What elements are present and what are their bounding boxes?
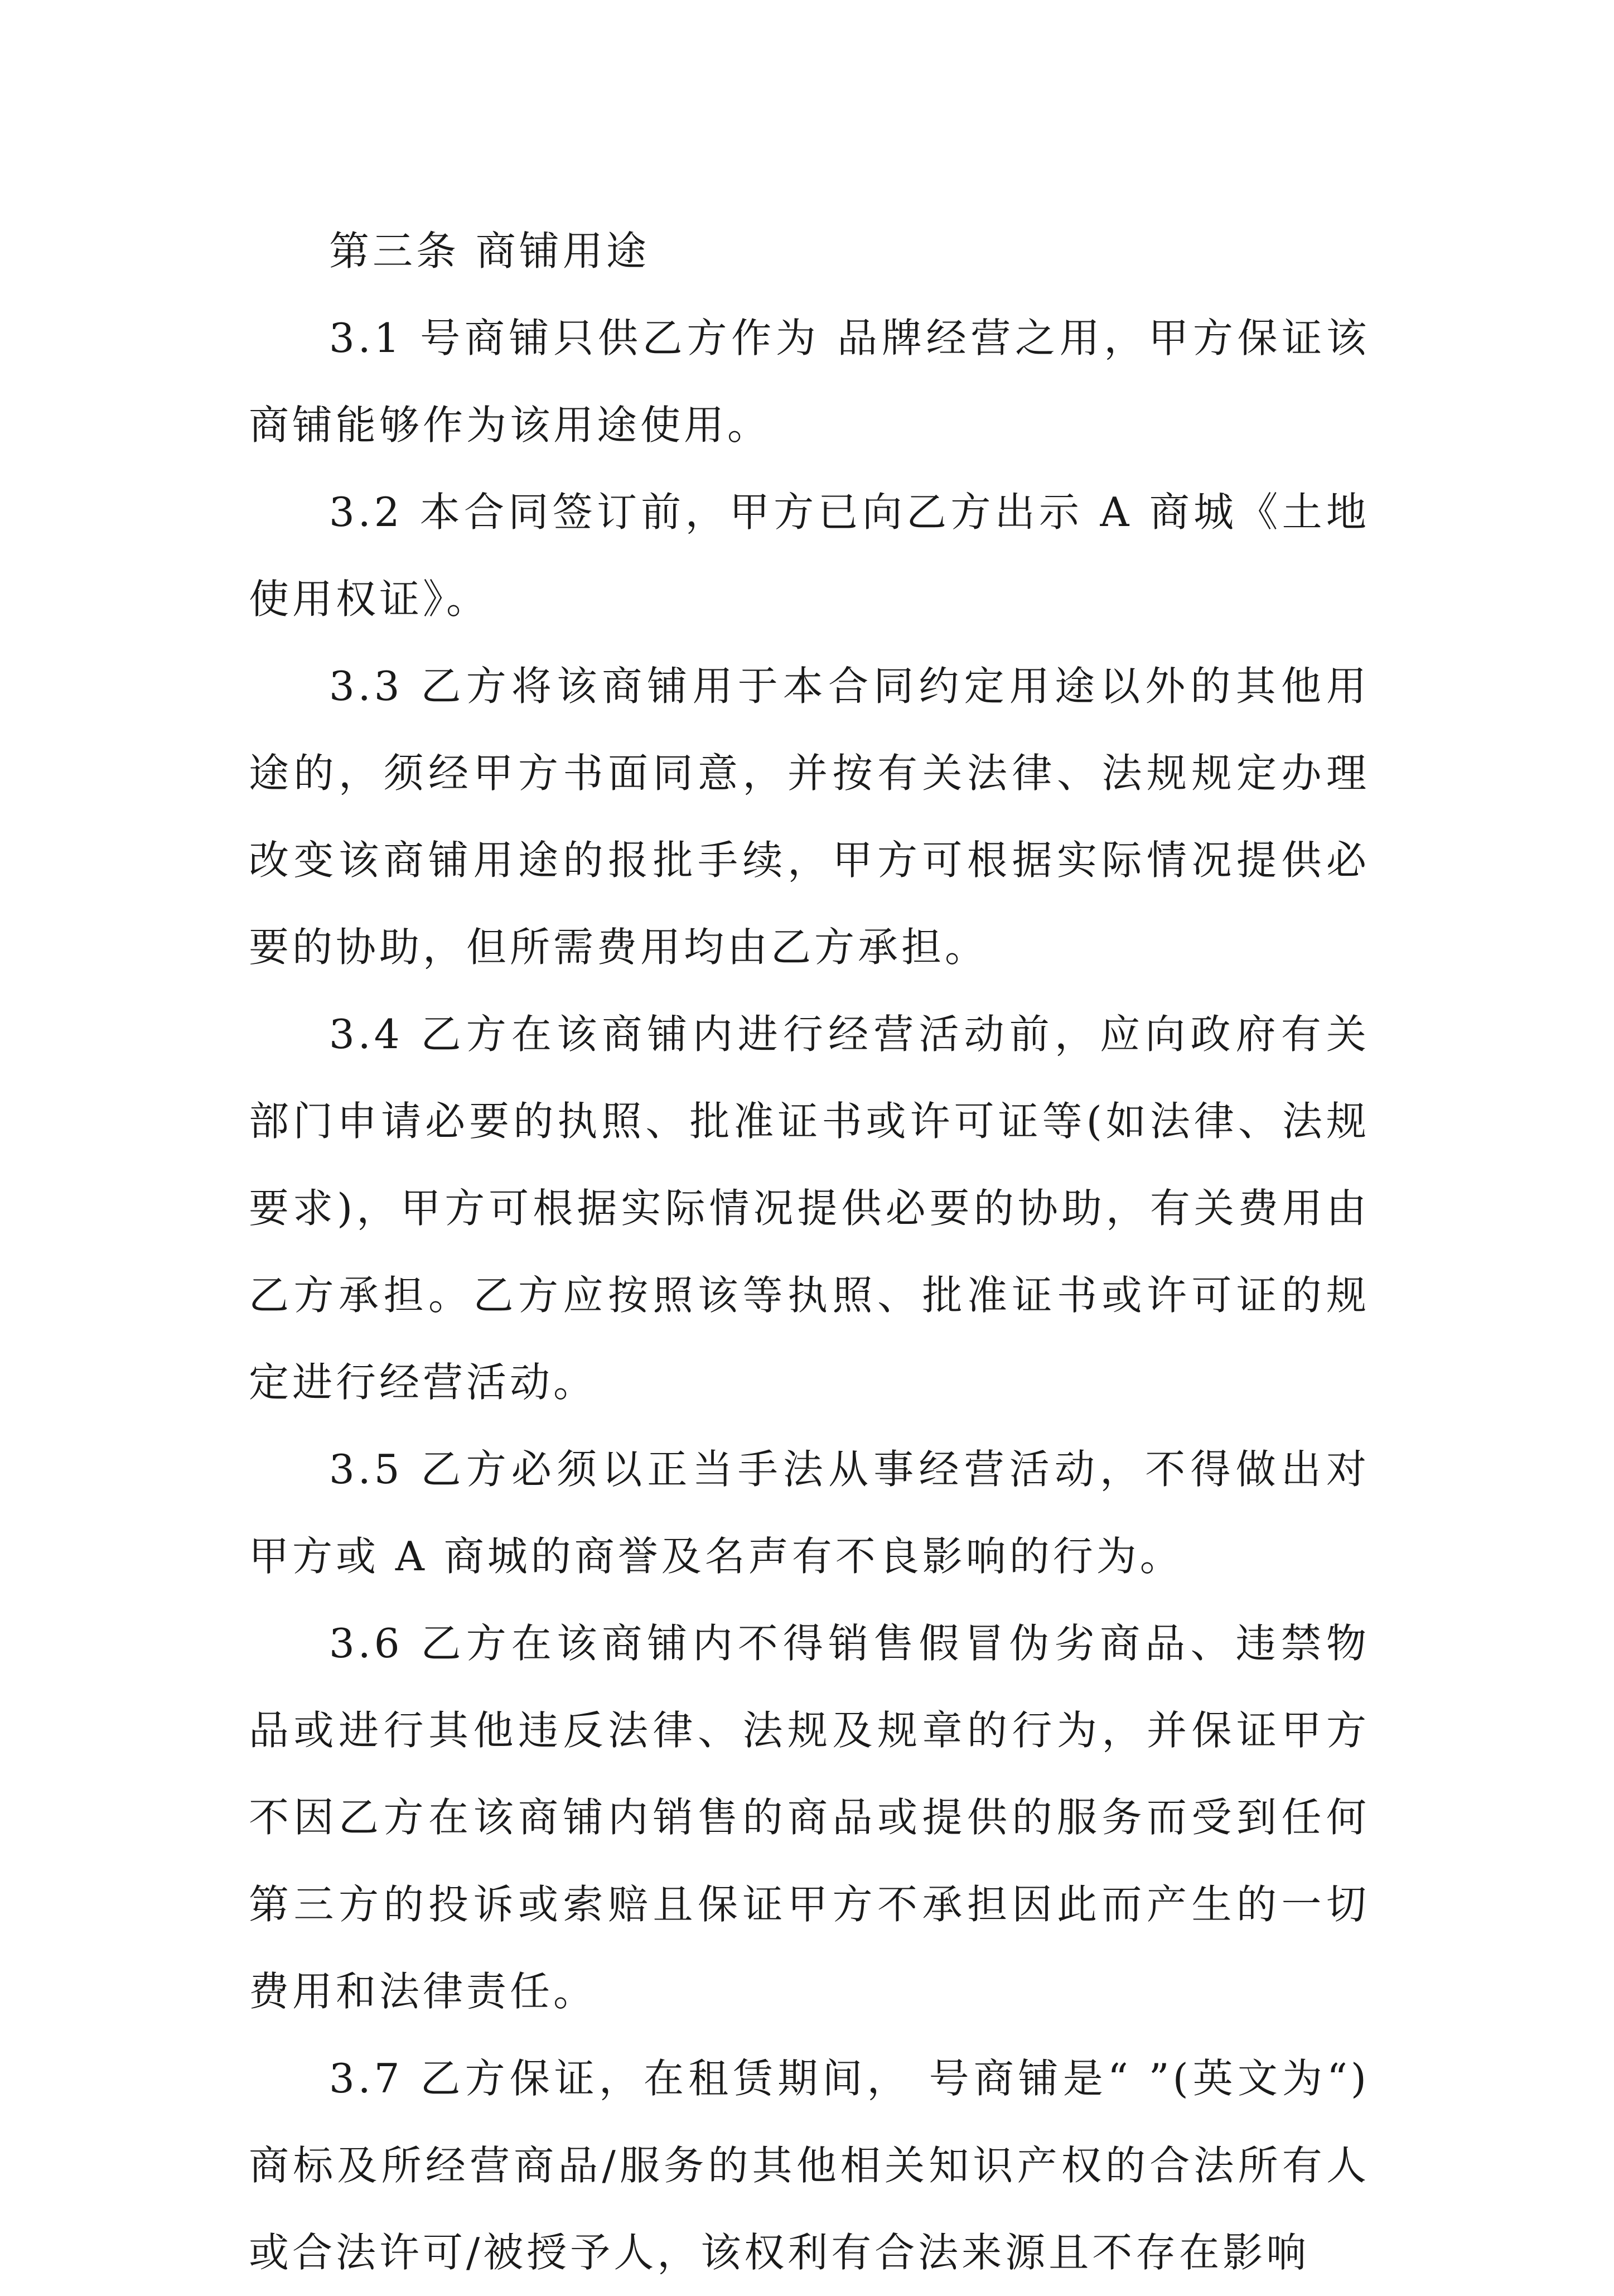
clause-3-6: 3.6 乙方在该商铺内不得销售假冒伪劣商品、违禁物品或进行其他违反法律、法规及规章的行为，并保证甲方不因乙方在该商铺内销售的商品或提供的服务而受到任何第三方的投诉或索赔且保证甲方不承担因此而产生的一切费用和法律责任。 bbox=[249, 1620, 1370, 2015]
clause-3-5: 3.5 乙方必须以正当手法从事经营活动，不得做出对甲方或 A 商城的商誉及名声有不良影响的行为。 bbox=[249, 1446, 1370, 1580]
document-body bbox=[249, 208, 1370, 2296]
section-heading: 第三条 商铺用途 bbox=[329, 228, 650, 274]
clause-3-7: 3.7 乙方保证，在租赁期间， 号商铺是“ ”(英文为“)商标及所经营商品/服务的其他相关知识产权的合法所有人或合法许可/被授予人，该权利有合法来源且不存在影响 bbox=[249, 2055, 1370, 2276]
clause-3-1: 3.1 号商铺只供乙方作为 品牌经营之用，甲方保证该商铺能够作为该用途使用。 bbox=[249, 315, 1370, 448]
clause-3-2: 3.2 本合同签订前，甲方已向乙方出示 A 商城《土地使用权证》。 bbox=[249, 489, 1370, 623]
clause-3-4: 3.4 乙方在该商铺内进行经营活动前，应向政府有关部门申请必要的执照、批准证书或许可证等(如法律、法规要求)，甲方可根据实际情况提供必要的协助，有关费用由乙方承担。乙方应按照该等执照、批准证书或许可证的规定进行经营活动。 bbox=[249, 1011, 1370, 1406]
clause-3-3: 3.3 乙方将该商铺用于本合同约定用途以外的其他用途的，须经甲方书面同意，并按有关法律、法规规定办理改变该商铺用途的报批手续，甲方可根据实际情况提供必要的协助，但所需费用均由乙方承担。 bbox=[249, 663, 1370, 971]
